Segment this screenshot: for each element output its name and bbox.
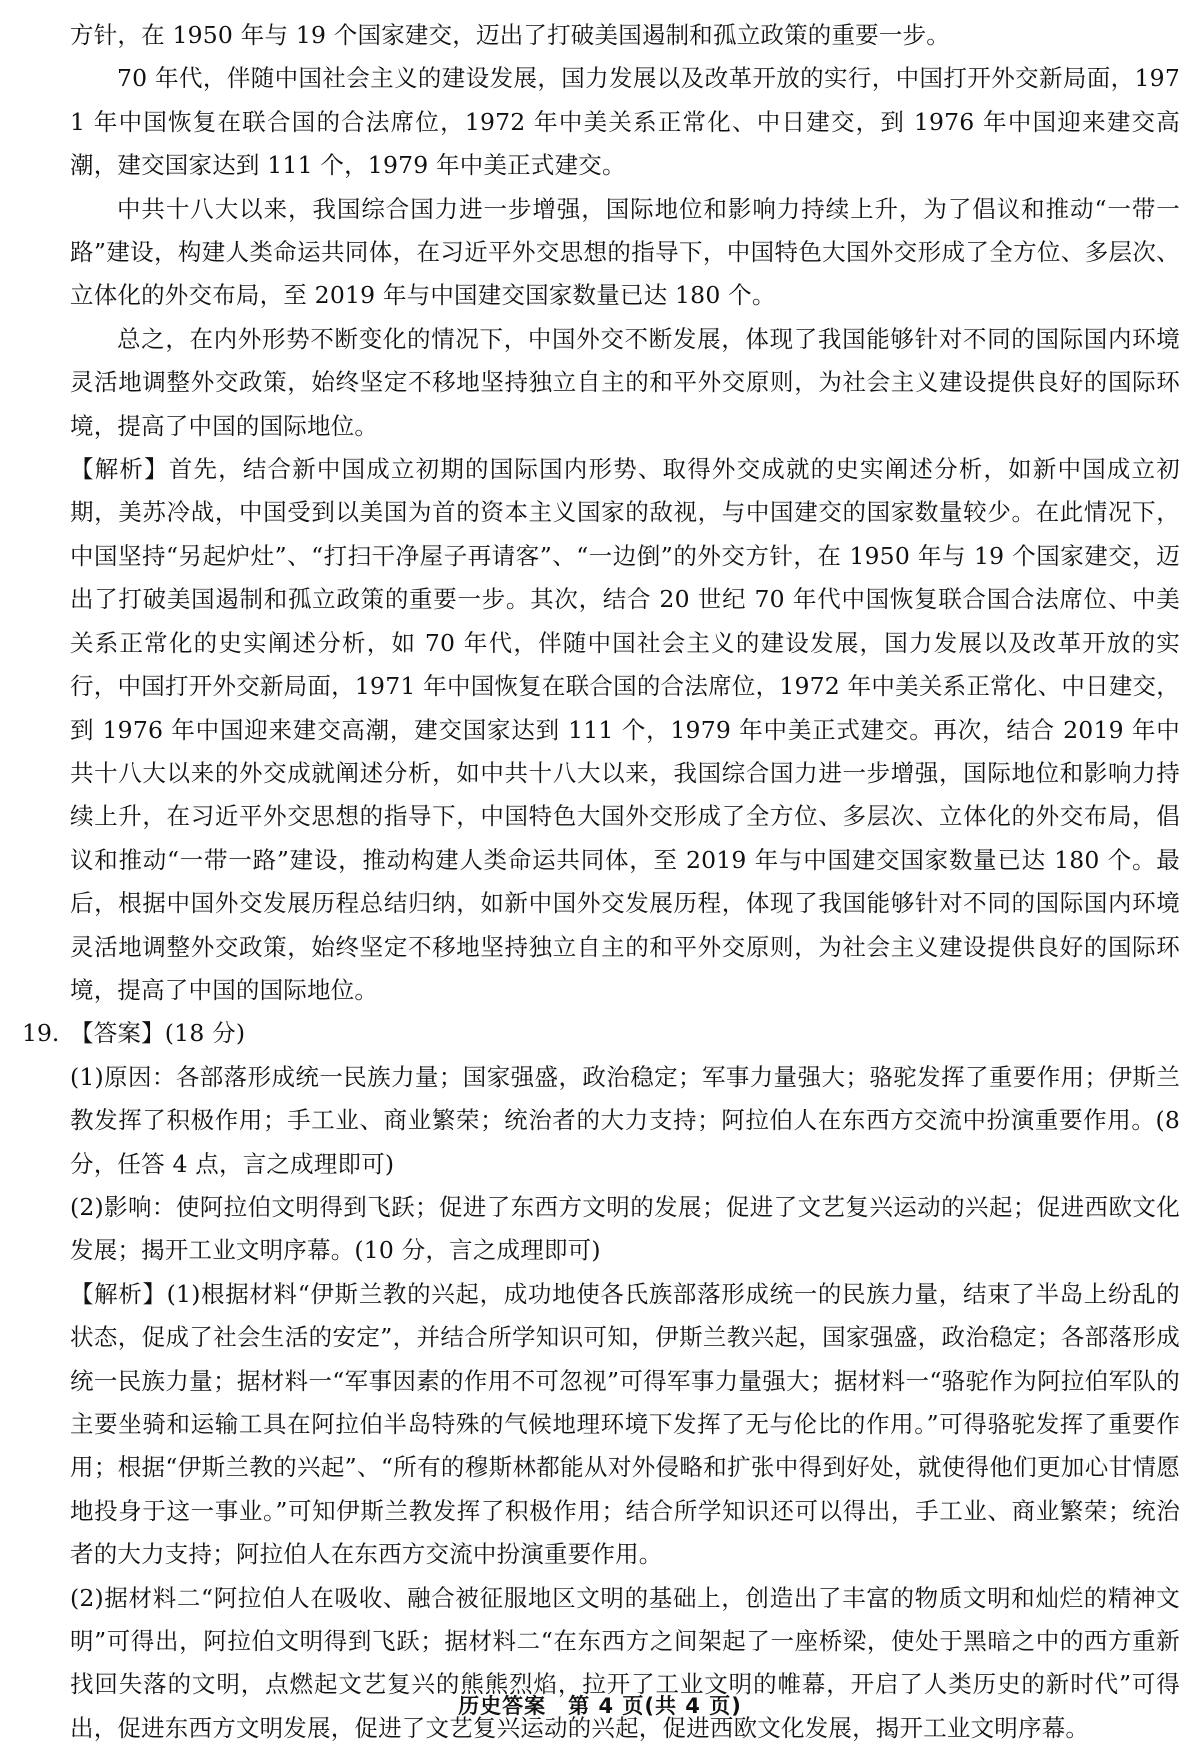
question-number: 19. [22, 1019, 60, 1048]
q19-analysis-part-1: 【解析】(1)根据材料“伊斯兰教的兴起，成功地使各氏族部落形成统一的民族力量，结束了半岛上纷乱的状态，促成了社会生活的安定”，并结合所学知识可知，伊斯兰教兴起，国家强盛，政治稳定；各部落形成统一民族力量；据材料一“军事因素的作用不可忽视”可得军事力量强大；据材料一“骆驼作为阿拉伯军队的主要坐骑和运输工具在阿拉伯半岛特殊的气候地理环境下发挥了无与伦比的作用。”可得骆驼发挥了重要作用；根据“伊斯兰教的兴起”、“所有的穆斯林都能从对外侵略和扩张中得到好处，就使得他们更加心甘情愿地投身于这一事业。”可知伊斯兰教发挥了积极作用；结合所学知识还可以得出，手工业、商业繁荣；统治者的大力支持；阿拉伯人在东西方交流中扮演重要作用。 [70, 1279, 1180, 1569]
paragraph-70s-diplomacy: 70 年代，伴随中国社会主义的建设发展，国力发展以及改革开放的实行，中国打开外交新局面，1971 年中国恢复在联合国的合法席位，1972 年中美关系正常化、中日建交，到 1976 年中国迎来建交高潮，建交国家达到 111 个，1979 年中美正式建交。 [70, 64, 1180, 180]
q19-answer-part-1: (1)原因：各部落形成统一民族力量；国家强盛，政治稳定；军事力量强大；骆驼发挥了重要作用；伊斯兰教发挥了积极作用；手工业、商业繁荣；统治者的大力支持；阿拉伯人在东西方交流中扮演重要作用。(8 分，任答 4 点，言之成理即可) [70, 1062, 1180, 1178]
paragraph-18th-congress: 中共十八大以来，我国综合国力进一步增强，国际地位和影响力持续上升，为了倡议和推动“一带一路”建设，构建人类命运共同体，在习近平外交思想的指导下，中国特色大国外交形成了全方位、多层次、立体化的外交布局，至 2019 年与中国建交国家数量已达 180 个。 [70, 194, 1180, 310]
question-19-section [22, 1012, 1180, 1750]
document-body [22, 14, 1180, 1750]
paragraph-conclusion: 总之，在内外形势不断变化的情况下，中国外交不断发展，体现了我国能够针对不同的国际国内环境灵活地调整外交政策，始终坚定不移地坚持独立自主的和平外交原则，为社会主义建设提供良好的国际环境，提高了中国的国际地位。 [70, 324, 1180, 440]
paragraph-1950-diplomacy: 方针，在 1950 年与 19 个国家建交，迈出了打破美国遏制和孤立政策的重要一步。 [70, 21, 950, 49]
page-footer: 历史答案 第 4 页(共 4 页) [458, 1694, 742, 1718]
q19-answer-part-2: (2)影响：使阿拉伯文明得到飞跃；促进了东西方文明的发展；促进了文艺复兴运动的兴起；促进西欧文化发展；揭开工业文明序幕。(10 分，言之成理即可) [70, 1192, 1180, 1265]
paragraph-q18-analysis: 【解析】首先，结合新中国成立初期的国际国内形势、取得外交成就的史实阐述分析，如新中国成立初期，美苏冷战，中国受到以美国为首的资本主义国家的敌视，与中国建交的国家数量较少。在此情况下，中国坚持“另起炉灶”、“打扫干净屋子再请客”、“一边倒”的外交方针，在 1950 年与 19 个国家建交，迈出了打破美国遏制和孤立政策的重要一步。其次，结合 20 世纪 70 年代中国恢复联合国合法席位、中美关系正常化的史实阐述分析，如 70 年代，伴随中国社会主义的建设发展，国力发展以及改革开放的实行，中国打开外交新局面，1971 年中国恢复在联合国的合法席位，1972 年中美关系正常化、中日建交，到 1976 年中国迎来建交高潮，建交国家达到 111 个，1979 年中美正式建交。再次，结合 2019 年中共十八大以来的外交成就阐述分析，如中共十八大以来，我国综合国力进一步增强，国际地位和影响力持续上升，在习近平外交思想的指导下，中国特色大国外交形成了全方位、多层次、立体化的外交布局，倡议和推动“一带一路”建设，推动构建人类命运共同体，至 2019 年与中国建交国家数量已达 180 个。最后，根据中国外交发展历程总结归纳，如新中国外交发展历程，体现了我国能够针对不同的国际国内环境灵活地调整外交政策，始终坚定不移地坚持独立自主的和平外交原则，为社会主义建设提供良好的国际环境，提高了中国的国际地位。 [70, 455, 1180, 1004]
q19-analysis-part-2: (2)据材料二“阿拉伯人在吸收、融合被征服地区文明的基础上，创造出了丰富的物质文明和灿烂的精神文明”可得出，阿拉伯文明得到飞跃；据材料二“在东西方之间架起了一座桥梁，使处于黑暗之中的西方重新找回失落的文明，点燃起文艺复兴的熊熊烈焰，拉开了工业文明的帷幕，开启了人类历史的新时代”可得出，促进东西方文明发展，促进了文艺复兴运动的兴起，促进西欧文化发展，揭开工业文明序幕。 [70, 1583, 1180, 1742]
q19-answer-header: 【答案】(18 分) [70, 1019, 246, 1048]
